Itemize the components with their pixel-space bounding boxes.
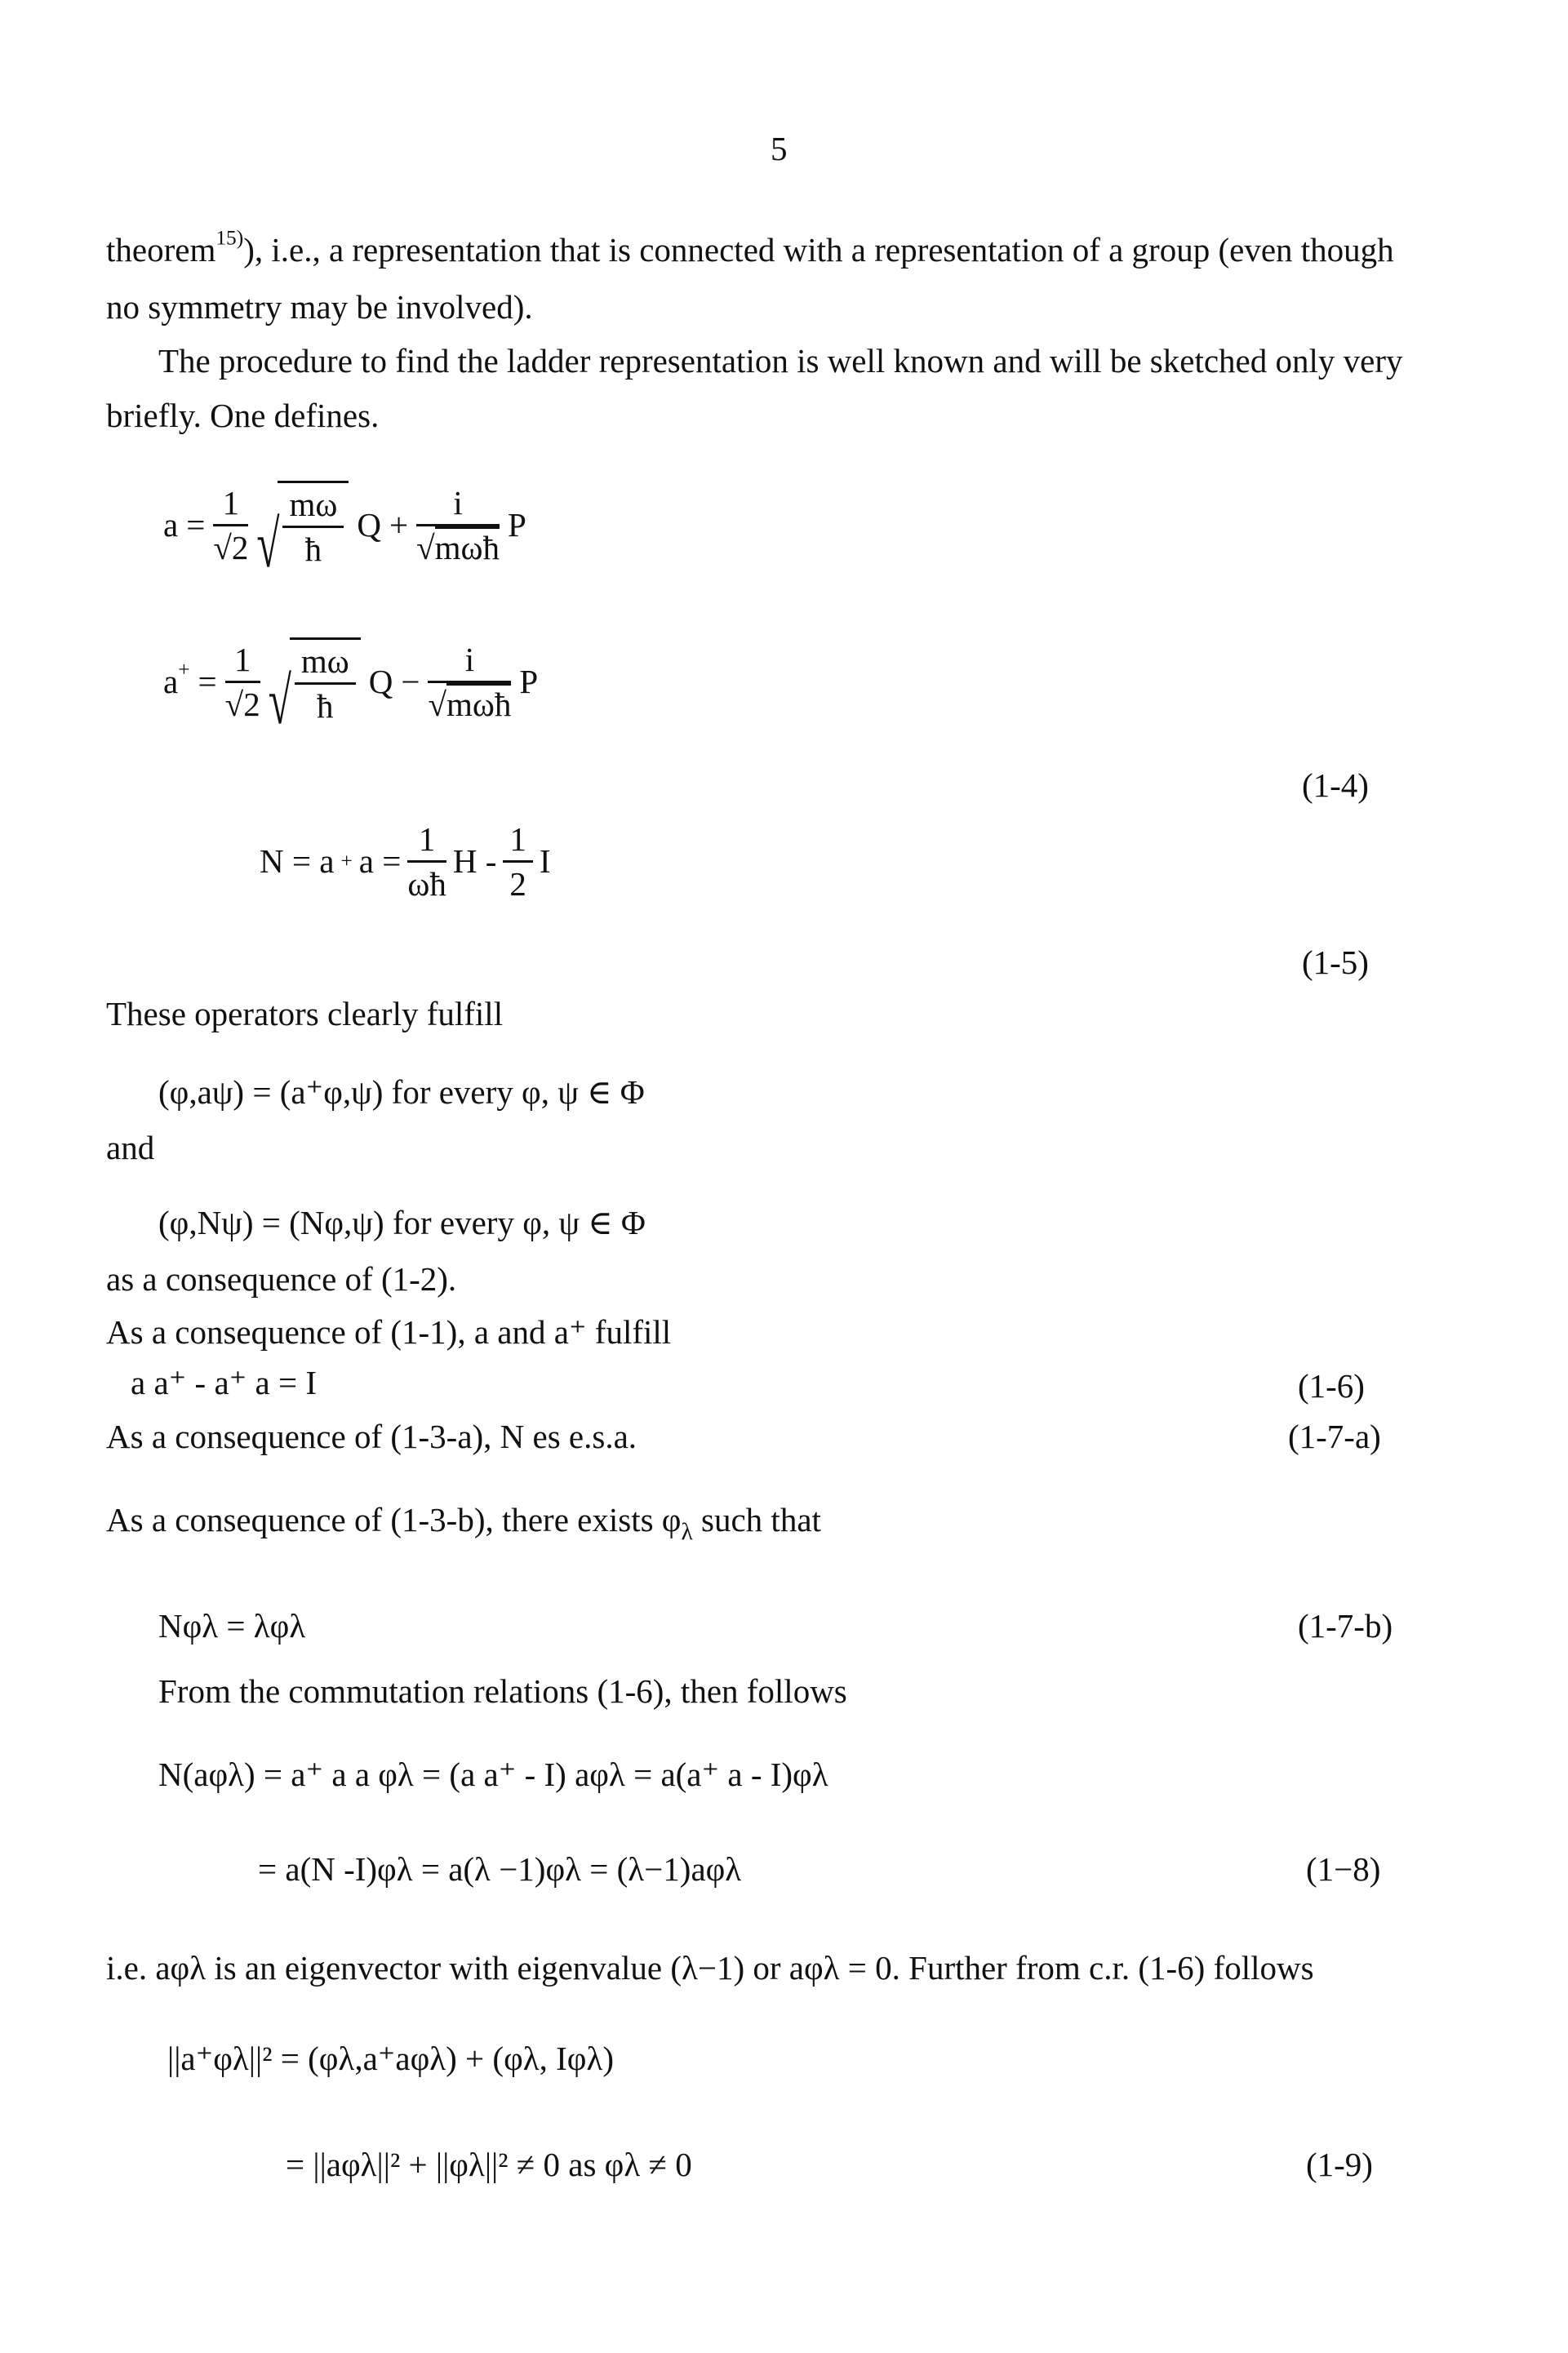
consequence-1-3b [106, 1500, 821, 1546]
consequence-1-1: As a consequence of (1-1), a and a⁺ fulfill [106, 1313, 672, 1351]
eq-N-wh: ωħ [407, 864, 446, 903]
equation-adag [163, 620, 538, 743]
eq-a-Q: Q [357, 506, 381, 544]
eq-N-half-num: 1 [503, 819, 533, 863]
eq-a-P: P [508, 506, 526, 544]
eq-N-one: 1 [407, 819, 446, 863]
eq-N-a: a = [358, 842, 402, 880]
consequence-1-3b-tail: such that [692, 1501, 821, 1538]
and-text: and [106, 1129, 155, 1166]
eq-adag-hbar: ħ [317, 687, 334, 725]
eq-adag-coeff-den: √2 [224, 685, 260, 723]
eq-adag-sqrt2: 2 [243, 685, 260, 723]
eq-a-sqrt: √ $\frac{m\omega}{ħ}$ [256, 481, 349, 569]
eq-adag-coeff [225, 640, 260, 724]
eq-adag-equals: = [198, 663, 217, 700]
consequence-1-3b-sub: λ [681, 1519, 693, 1546]
label-1-4: (1-4) [1302, 766, 1369, 804]
para1-footnote-ref: 15) [215, 226, 244, 250]
eq-adjoint-a: (φ,aψ) = (a⁺φ,ψ) for every φ, ψ ∈ Φ [158, 1073, 645, 1111]
eq-1-9-line2: = ||aφλ||² + ||φλ||² ≠ 0 as φλ ≠ 0 [286, 2146, 692, 2183]
eq-N-coeff [407, 819, 446, 903]
equation-N: N = a + a = $\frac{1}{\omega ħ}$ H - $\frac{1}{2}$ I [260, 819, 551, 903]
eq-N-lhs: N = a [260, 842, 335, 880]
eq-adag-i: i [428, 640, 511, 683]
eq-a-mwh: mωħ [435, 526, 500, 566]
label-1-7a: (1-7-a) [1288, 1418, 1381, 1455]
eq-adag-coeff-num: 1 [225, 640, 260, 683]
fulfill-text: These operators clearly fulfill [106, 995, 504, 1032]
label-1-7b: (1-7-b) [1298, 1607, 1393, 1645]
eq-adag-mw: mω [295, 642, 356, 685]
eq-adag-a: a [163, 663, 179, 700]
eq-adag-Q: Q [368, 663, 393, 700]
eq-adag-dag: + [178, 658, 190, 681]
consequence-1-3b-text: As a consequence of (1-3-b), there exists φ [106, 1501, 682, 1538]
eq-a-lhs: a [163, 506, 179, 544]
eq-adag-minus: − [401, 663, 420, 700]
label-1-5: (1-5) [1302, 943, 1369, 981]
label-1-8: (1−8) [1306, 1850, 1381, 1888]
eq-a-coeff-den: √2 [213, 528, 249, 566]
para2-line1: The procedure to find the ladder representation is well known and will be sketched only very [158, 342, 1403, 380]
eq-adag-mwh-den: √mωħ [428, 683, 511, 724]
page-number: 5 [771, 130, 788, 167]
eq-N-half [503, 819, 533, 903]
consequence-1-3a: As a consequence of (1-3-a), N es e.s.a. [106, 1418, 637, 1455]
from-commutation: From the commutation relations (1-6), then follows [158, 1672, 847, 1710]
eq-eigen: Nφλ = λφλ [158, 1607, 306, 1645]
para2-line2: briefly. One defines. [106, 397, 380, 434]
para1-line2: no symmetry may be involved). [106, 288, 533, 326]
eq-adag-P: P [519, 663, 539, 700]
eq-a-hbar: ħ [304, 531, 322, 568]
eq-adag-lhs [163, 658, 190, 701]
eq-1-8-line2: = a(N -I)φλ = a(λ −1)φλ = (λ−1)aφλ [258, 1850, 742, 1888]
eq-a-coeff-num: 1 [213, 483, 248, 526]
eq-a-i: i [416, 483, 500, 526]
label-1-9: (1-9) [1306, 2146, 1373, 2183]
eq-1-8-line1: N(aφλ) = a⁺ a a φλ = (a a⁺ - I) aφλ = a(a⁺ a - I)φλ [158, 1756, 828, 1793]
para1-text-b: ), i.e., a representation that is connected with a representation of a group (even though [243, 231, 1394, 269]
eq-1-9-line1: ||a⁺φλ||² = (φλ,a⁺aφλ) + (φλ, Iφλ) [167, 2040, 614, 2077]
eq-adag-coeff2 [428, 640, 511, 724]
eq-N-I: I [539, 842, 551, 880]
commutator: a a⁺ - a⁺ a = I [131, 1364, 318, 1401]
ie-line: i.e. aφλ is an eigenvector with eigenvalue (λ−1) or aφλ = 0. Further from c.r. (1-6) follows [106, 1949, 1314, 1987]
eq-a-coeff [213, 483, 248, 567]
eq-a-mw: mω [282, 485, 344, 528]
eq-N-half-den: 2 [509, 864, 526, 903]
eq-adag-sqrt: √ $\frac{m\omega}{ħ}$ [269, 637, 361, 726]
para1-text-a: theorem [106, 231, 216, 269]
eq-a-equals: = [186, 506, 206, 544]
equation-a [163, 464, 526, 586]
eq-N-H: H - [452, 842, 497, 880]
consequence-1-2: as a consequence of (1-2). [106, 1260, 457, 1298]
eq-a-coeff2 [416, 483, 500, 567]
eq-a-sqrt2: 2 [231, 528, 249, 566]
label-1-6: (1-6) [1298, 1367, 1365, 1405]
eq-a-plus: + [389, 506, 409, 544]
eq-adag-mwh: mωħ [446, 683, 511, 723]
eq-a-mwh-den: √mωħ [416, 526, 500, 567]
para1-line1 [106, 226, 1394, 270]
eq-adjoint-N: (φ,Nψ) = (Nφ,ψ) for every φ, ψ ∈ Φ [158, 1204, 646, 1241]
